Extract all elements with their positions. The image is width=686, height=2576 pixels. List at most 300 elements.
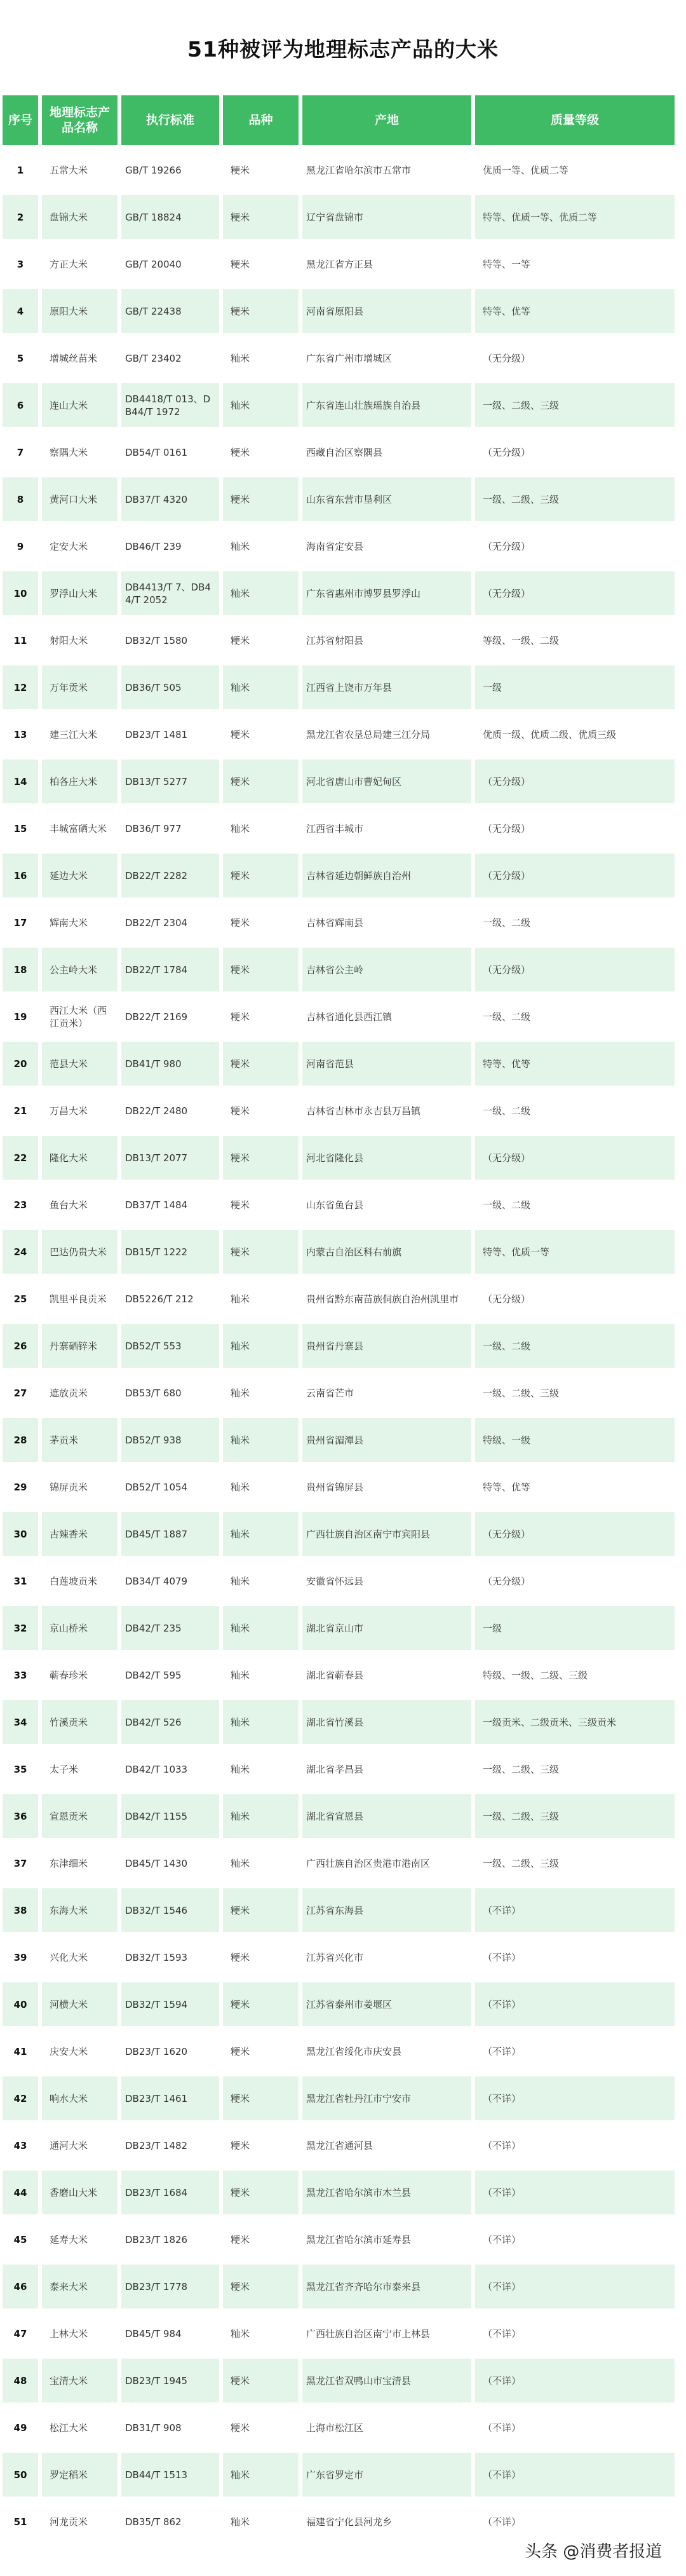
cell-standard: DB53/T 680 bbox=[118, 1371, 219, 1415]
cell-origin: 黑龙江省齐齐哈尔市泰来县 bbox=[299, 2265, 471, 2308]
cell-standard: GB/T 19266 bbox=[118, 148, 219, 192]
cell-grade: （不详） bbox=[471, 2359, 675, 2402]
cell-origin: 湖北省京山市 bbox=[299, 1606, 471, 1650]
cell-no: 25 bbox=[3, 1277, 38, 1321]
table-row bbox=[3, 1888, 675, 1932]
cell-standard: DB42/T 235 bbox=[118, 1606, 219, 1650]
cell-grade: 特等、优质一等 bbox=[471, 1230, 675, 1274]
cell-grade: 一级、二级 bbox=[471, 1324, 675, 1368]
cell-standard: DB32/T 1593 bbox=[118, 1935, 219, 1979]
cell-type: 粳米 bbox=[219, 195, 299, 239]
cell-type: 粳米 bbox=[219, 2123, 299, 2167]
cell-standard: DB23/T 1684 bbox=[118, 2171, 219, 2214]
cell-standard: DB32/T 1546 bbox=[118, 1888, 219, 1932]
cell-no: 30 bbox=[3, 1512, 38, 1556]
table-row bbox=[3, 1512, 675, 1556]
cell-origin: 辽宁省盘锦市 bbox=[299, 195, 471, 239]
cell-no: 2 bbox=[3, 195, 38, 239]
table-row bbox=[3, 289, 675, 333]
cell-no: 46 bbox=[3, 2265, 38, 2308]
cell-type: 籼米 bbox=[219, 1465, 299, 1509]
table-row bbox=[3, 336, 675, 380]
cell-origin: 黑龙江省农垦总局建三江分局 bbox=[299, 712, 471, 756]
cell-type: 籼米 bbox=[219, 1700, 299, 1744]
cell-grade: （无分级） bbox=[471, 524, 675, 568]
cell-no: 35 bbox=[3, 1747, 38, 1791]
cell-standard: DB32/T 1594 bbox=[118, 1982, 219, 2026]
cell-name: 定安大米 bbox=[38, 524, 118, 568]
cell-origin: 江西省上饶市万年县 bbox=[299, 665, 471, 709]
cell-grade: 一级、二级 bbox=[471, 1089, 675, 1133]
cell-no: 27 bbox=[3, 1371, 38, 1415]
cell-name: 延寿大米 bbox=[38, 2218, 118, 2261]
cell-type: 籼米 bbox=[219, 1371, 299, 1415]
cell-standard: DB42/T 526 bbox=[118, 1700, 219, 1744]
cell-grade: 优质一等、优质二等 bbox=[471, 148, 675, 192]
cell-name: 兴化大米 bbox=[38, 1935, 118, 1979]
cell-no: 32 bbox=[3, 1606, 38, 1650]
cell-origin: 上海市松江区 bbox=[299, 2406, 471, 2450]
cell-standard: DB23/T 1826 bbox=[118, 2218, 219, 2261]
cell-name: 松江大米 bbox=[38, 2406, 118, 2450]
cell-type: 籼米 bbox=[219, 524, 299, 568]
cell-grade: （不详） bbox=[471, 2312, 675, 2355]
cell-no: 18 bbox=[3, 948, 38, 992]
cell-name: 罗浮山大米 bbox=[38, 571, 118, 615]
table-row bbox=[3, 1230, 675, 1274]
cell-grade: 特等、一等 bbox=[471, 242, 675, 286]
cell-name: 白莲坡贡米 bbox=[38, 1559, 118, 1603]
cell-name: 古辣香米 bbox=[38, 1512, 118, 1556]
table-row bbox=[3, 2029, 675, 2073]
cell-origin: 黑龙江省方正县 bbox=[299, 242, 471, 286]
cell-origin: 内蒙古自治区科右前旗 bbox=[299, 1230, 471, 1274]
cell-origin: 黑龙江省绥化市庆安县 bbox=[299, 2029, 471, 2073]
cell-origin: 安徽省怀远县 bbox=[299, 1559, 471, 1603]
cell-origin: 广东省广州市增城区 bbox=[299, 336, 471, 380]
cell-origin: 山东省鱼台县 bbox=[299, 1183, 471, 1227]
cell-type: 粳米 bbox=[219, 1982, 299, 2026]
cell-standard: DB36/T 977 bbox=[118, 807, 219, 850]
cell-grade: （无分级） bbox=[471, 430, 675, 474]
cell-grade: 一级贡米、二级贡米、三级贡米 bbox=[471, 1700, 675, 1744]
cell-name: 五常大米 bbox=[38, 148, 118, 192]
cell-origin: 西藏自治区察隅县 bbox=[299, 430, 471, 474]
cell-grade: 特级、一级 bbox=[471, 1418, 675, 1462]
cell-standard: DB37/T 4320 bbox=[118, 477, 219, 521]
cell-type: 籼米 bbox=[219, 1747, 299, 1791]
cell-name: 盘锦大米 bbox=[38, 195, 118, 239]
cell-grade: （无分级） bbox=[471, 807, 675, 850]
cell-standard: DB23/T 1461 bbox=[118, 2076, 219, 2120]
header-standard: 执行标准 bbox=[118, 95, 219, 145]
cell-standard: DB23/T 1945 bbox=[118, 2359, 219, 2402]
cell-grade: （不详） bbox=[471, 2265, 675, 2308]
cell-no: 14 bbox=[3, 760, 38, 803]
table-row bbox=[3, 1982, 675, 2026]
cell-standard: DB37/T 1484 bbox=[118, 1183, 219, 1227]
cell-type: 粳米 bbox=[219, 2359, 299, 2402]
cell-no: 10 bbox=[3, 571, 38, 615]
cell-type: 粳米 bbox=[219, 2029, 299, 2073]
cell-no: 11 bbox=[3, 618, 38, 662]
cell-no: 40 bbox=[3, 1982, 38, 2026]
table-row bbox=[3, 1042, 675, 1086]
cell-no: 48 bbox=[3, 2359, 38, 2402]
cell-type: 粳米 bbox=[219, 1042, 299, 1086]
table-row bbox=[3, 2265, 675, 2308]
cell-type: 籼米 bbox=[219, 383, 299, 427]
cell-name: 东海大米 bbox=[38, 1888, 118, 1932]
cell-no: 51 bbox=[3, 2500, 38, 2544]
cell-name: 公主岭大米 bbox=[38, 948, 118, 992]
cell-name: 蕲春珍米 bbox=[38, 1653, 118, 1697]
cell-type: 籼米 bbox=[219, 1324, 299, 1368]
cell-type: 籼米 bbox=[219, 1559, 299, 1603]
cell-type: 粳米 bbox=[219, 2171, 299, 2214]
cell-standard: DB4413/T 7、DB44/T 2052 bbox=[118, 571, 219, 615]
cell-type: 粳米 bbox=[219, 148, 299, 192]
cell-no: 28 bbox=[3, 1418, 38, 1462]
cell-grade: （无分级） bbox=[471, 571, 675, 615]
cell-no: 15 bbox=[3, 807, 38, 850]
cell-origin: 江苏省泰州市姜堰区 bbox=[299, 1982, 471, 2026]
table-row bbox=[3, 948, 675, 992]
table-row bbox=[3, 477, 675, 521]
cell-name: 泰来大米 bbox=[38, 2265, 118, 2308]
cell-no: 44 bbox=[3, 2171, 38, 2214]
cell-origin: 广西壮族自治区南宁市宾阳县 bbox=[299, 1512, 471, 1556]
cell-standard: DB45/T 1430 bbox=[118, 1841, 219, 1885]
cell-type: 粳米 bbox=[219, 1935, 299, 1979]
cell-name: 原阳大米 bbox=[38, 289, 118, 333]
cell-name: 鱼台大米 bbox=[38, 1183, 118, 1227]
cell-standard: DB22/T 2169 bbox=[118, 995, 219, 1039]
table-row bbox=[3, 1559, 675, 1603]
cell-grade: （不详） bbox=[471, 2453, 675, 2497]
cell-type: 籼米 bbox=[219, 1606, 299, 1650]
cell-name: 隆化大米 bbox=[38, 1136, 118, 1180]
cell-origin: 江西省丰城市 bbox=[299, 807, 471, 850]
table-row bbox=[3, 760, 675, 803]
cell-grade: （不详） bbox=[471, 2029, 675, 2073]
cell-no: 34 bbox=[3, 1700, 38, 1744]
cell-standard: DB42/T 1155 bbox=[118, 1794, 219, 1838]
cell-name: 太子米 bbox=[38, 1747, 118, 1791]
table-row bbox=[3, 430, 675, 474]
table-row bbox=[3, 1183, 675, 1227]
cell-standard: DB32/T 1580 bbox=[118, 618, 219, 662]
table-row bbox=[3, 807, 675, 850]
cell-no: 7 bbox=[3, 430, 38, 474]
cell-origin: 河北省唐山市曹妃甸区 bbox=[299, 760, 471, 803]
cell-type: 籼米 bbox=[219, 2500, 299, 2544]
cell-origin: 湖北省竹溪县 bbox=[299, 1700, 471, 1744]
cell-standard: DB52/T 1054 bbox=[118, 1465, 219, 1509]
cell-name: 通河大米 bbox=[38, 2123, 118, 2167]
cell-grade: 特等、优等 bbox=[471, 1465, 675, 1509]
cell-no: 36 bbox=[3, 1794, 38, 1838]
cell-name: 万昌大米 bbox=[38, 1089, 118, 1133]
cell-no: 45 bbox=[3, 2218, 38, 2261]
table-row bbox=[3, 1136, 675, 1180]
cell-no: 23 bbox=[3, 1183, 38, 1227]
cell-no: 22 bbox=[3, 1136, 38, 1180]
header-no: 序号 bbox=[3, 95, 38, 145]
cell-type: 籼米 bbox=[219, 1841, 299, 1885]
table-row bbox=[3, 2453, 675, 2497]
cell-grade: （无分级） bbox=[471, 760, 675, 803]
cell-grade: 一级、二级、三级 bbox=[471, 1747, 675, 1791]
cell-type: 籼米 bbox=[219, 665, 299, 709]
cell-no: 5 bbox=[3, 336, 38, 380]
cell-name: 竹溪贡米 bbox=[38, 1700, 118, 1744]
cell-no: 1 bbox=[3, 148, 38, 192]
cell-type: 粳米 bbox=[219, 760, 299, 803]
cell-origin: 吉林省公主岭 bbox=[299, 948, 471, 992]
cell-no: 13 bbox=[3, 712, 38, 756]
cell-no: 41 bbox=[3, 2029, 38, 2073]
cell-no: 6 bbox=[3, 383, 38, 427]
cell-origin: 广西壮族自治区南宁市上林县 bbox=[299, 2312, 471, 2355]
cell-no: 24 bbox=[3, 1230, 38, 1274]
cell-standard: DB13/T 2077 bbox=[118, 1136, 219, 1180]
cell-origin: 贵州省锦屏县 bbox=[299, 1465, 471, 1509]
cell-type: 粳米 bbox=[219, 242, 299, 286]
table-row bbox=[3, 1700, 675, 1744]
cell-grade: 一级 bbox=[471, 665, 675, 709]
cell-standard: DB15/T 1222 bbox=[118, 1230, 219, 1274]
header-origin: 产地 bbox=[299, 95, 471, 145]
cell-grade: 优质一级、优质二级、优质三级 bbox=[471, 712, 675, 756]
cell-type: 粳米 bbox=[219, 948, 299, 992]
cell-standard: DB42/T 1033 bbox=[118, 1747, 219, 1791]
cell-grade: （不详） bbox=[471, 1982, 675, 2026]
cell-type: 籼米 bbox=[219, 807, 299, 850]
cell-grade: （不详） bbox=[471, 2076, 675, 2120]
cell-grade: （不详） bbox=[471, 2406, 675, 2450]
cell-type: 粳米 bbox=[219, 995, 299, 1039]
cell-grade: 特等、优等 bbox=[471, 289, 675, 333]
table-header-row bbox=[3, 95, 675, 145]
cell-name: 增城丝苗米 bbox=[38, 336, 118, 380]
cell-origin: 海南省定安县 bbox=[299, 524, 471, 568]
cell-no: 26 bbox=[3, 1324, 38, 1368]
cell-name: 巴达仍贵大米 bbox=[38, 1230, 118, 1274]
cell-origin: 黑龙江省哈尔滨市延寿县 bbox=[299, 2218, 471, 2261]
cell-type: 籼米 bbox=[219, 2312, 299, 2355]
cell-origin: 黑龙江省通河县 bbox=[299, 2123, 471, 2167]
cell-no: 12 bbox=[3, 665, 38, 709]
cell-name: 锦屏贡米 bbox=[38, 1465, 118, 1509]
cell-origin: 湖北省孝昌县 bbox=[299, 1747, 471, 1791]
cell-standard: DB23/T 1620 bbox=[118, 2029, 219, 2073]
cell-grade: 一级、二级、三级 bbox=[471, 1794, 675, 1838]
cell-name: 香磨山大米 bbox=[38, 2171, 118, 2214]
cell-no: 19 bbox=[3, 995, 38, 1039]
cell-name: 上林大米 bbox=[38, 2312, 118, 2355]
cell-name: 丰城富硒大米 bbox=[38, 807, 118, 850]
cell-origin: 广西壮族自治区贵港市港南区 bbox=[299, 1841, 471, 1885]
cell-no: 39 bbox=[3, 1935, 38, 1979]
cell-type: 粳米 bbox=[219, 712, 299, 756]
rice-table bbox=[3, 92, 675, 2547]
table-row bbox=[3, 712, 675, 756]
cell-name: 东津细米 bbox=[38, 1841, 118, 1885]
cell-origin: 吉林省延边朝鲜族自治州 bbox=[299, 854, 471, 897]
watermark-text: 头条 @消费者报道 bbox=[521, 2537, 666, 2563]
cell-grade: 一级、二级 bbox=[471, 901, 675, 944]
cell-type: 粳米 bbox=[219, 1136, 299, 1180]
cell-no: 31 bbox=[3, 1559, 38, 1603]
cell-grade: 一级、二级 bbox=[471, 1183, 675, 1227]
cell-name: 响水大米 bbox=[38, 2076, 118, 2120]
cell-grade: 一级、二级、三级 bbox=[471, 477, 675, 521]
table-row bbox=[3, 2312, 675, 2355]
cell-name: 宣恩贡米 bbox=[38, 1794, 118, 1838]
cell-standard: DB46/T 239 bbox=[118, 524, 219, 568]
cell-type: 籼米 bbox=[219, 1653, 299, 1697]
table-row bbox=[3, 2171, 675, 2214]
cell-type: 籼米 bbox=[219, 1418, 299, 1462]
cell-grade: （无分级） bbox=[471, 1512, 675, 1556]
cell-type: 粳米 bbox=[219, 854, 299, 897]
cell-standard: GB/T 23402 bbox=[118, 336, 219, 380]
table-row bbox=[3, 1747, 675, 1791]
cell-standard: DB31/T 908 bbox=[118, 2406, 219, 2450]
table-row bbox=[3, 1465, 675, 1509]
cell-standard: DB52/T 553 bbox=[118, 1324, 219, 1368]
cell-type: 粳米 bbox=[219, 1183, 299, 1227]
cell-no: 16 bbox=[3, 854, 38, 897]
page-title: 51种被评为地理标志产品的大米 bbox=[187, 36, 499, 62]
cell-origin: 吉林省通化县西江镇 bbox=[299, 995, 471, 1039]
cell-origin: 黑龙江省哈尔滨市木兰县 bbox=[299, 2171, 471, 2214]
cell-type: 粳米 bbox=[219, 1888, 299, 1932]
cell-name: 遮放贡米 bbox=[38, 1371, 118, 1415]
table-row bbox=[3, 1653, 675, 1697]
cell-standard: DB54/T 0161 bbox=[118, 430, 219, 474]
cell-no: 8 bbox=[3, 477, 38, 521]
table-row bbox=[3, 2218, 675, 2261]
cell-type: 粳米 bbox=[219, 2406, 299, 2450]
cell-no: 50 bbox=[3, 2453, 38, 2497]
cell-type: 籼米 bbox=[219, 336, 299, 380]
cell-name: 罗定稻米 bbox=[38, 2453, 118, 2497]
cell-origin: 吉林省辉南县 bbox=[299, 901, 471, 944]
table-row bbox=[3, 1324, 675, 1368]
cell-name: 丹寨硒锌米 bbox=[38, 1324, 118, 1368]
table-row bbox=[3, 1277, 675, 1321]
cell-grade: 特等、优质一等、优质二等 bbox=[471, 195, 675, 239]
cell-no: 21 bbox=[3, 1089, 38, 1133]
table-row bbox=[3, 1418, 675, 1462]
table-row bbox=[3, 1371, 675, 1415]
cell-standard: DB22/T 2480 bbox=[118, 1089, 219, 1133]
cell-standard: DB23/T 1482 bbox=[118, 2123, 219, 2167]
table-row bbox=[3, 571, 675, 615]
table-row bbox=[3, 195, 675, 239]
cell-origin: 河南省原阳县 bbox=[299, 289, 471, 333]
cell-standard: DB4418/T 013、DB44/T 1972 bbox=[118, 383, 219, 427]
cell-standard: DB42/T 595 bbox=[118, 1653, 219, 1697]
cell-standard: DB13/T 5277 bbox=[118, 760, 219, 803]
cell-origin: 贵州省湄潭县 bbox=[299, 1418, 471, 1462]
cell-grade: （无分级） bbox=[471, 336, 675, 380]
cell-name: 凯里平良贡米 bbox=[38, 1277, 118, 1321]
cell-origin: 河南省范县 bbox=[299, 1042, 471, 1086]
table-row bbox=[3, 1794, 675, 1838]
table-row bbox=[3, 854, 675, 897]
cell-type: 粳米 bbox=[219, 901, 299, 944]
table-row bbox=[3, 2076, 675, 2120]
cell-name: 建三江大米 bbox=[38, 712, 118, 756]
cell-name: 黄河口大米 bbox=[38, 477, 118, 521]
cell-name: 庆安大米 bbox=[38, 2029, 118, 2073]
cell-type: 粳米 bbox=[219, 2218, 299, 2261]
table-row bbox=[3, 1089, 675, 1133]
cell-no: 49 bbox=[3, 2406, 38, 2450]
cell-type: 籼米 bbox=[219, 1512, 299, 1556]
cell-standard: DB23/T 1481 bbox=[118, 712, 219, 756]
cell-name: 方正大米 bbox=[38, 242, 118, 286]
cell-grade: （无分级） bbox=[471, 854, 675, 897]
cell-standard: DB52/T 938 bbox=[118, 1418, 219, 1462]
cell-grade: （无分级） bbox=[471, 1277, 675, 1321]
cell-no: 17 bbox=[3, 901, 38, 944]
table-body bbox=[3, 148, 675, 2544]
cell-grade: （不详） bbox=[471, 1935, 675, 1979]
cell-name: 延边大米 bbox=[38, 854, 118, 897]
cell-type: 籼米 bbox=[219, 1277, 299, 1321]
cell-name: 范县大米 bbox=[38, 1042, 118, 1086]
cell-type: 粳米 bbox=[219, 2265, 299, 2308]
cell-grade: （不详） bbox=[471, 2123, 675, 2167]
cell-name: 射阳大米 bbox=[38, 618, 118, 662]
cell-name: 柏各庄大米 bbox=[38, 760, 118, 803]
header-type: 品种 bbox=[219, 95, 299, 145]
cell-no: 37 bbox=[3, 1841, 38, 1885]
cell-type: 粳米 bbox=[219, 430, 299, 474]
table-row bbox=[3, 2123, 675, 2167]
table-row bbox=[3, 1935, 675, 1979]
cell-grade: （不详） bbox=[471, 2171, 675, 2214]
cell-origin: 贵州省黔东南苗族侗族自治州凯里市 bbox=[299, 1277, 471, 1321]
table-row bbox=[3, 1606, 675, 1650]
cell-origin: 贵州省丹寨县 bbox=[299, 1324, 471, 1368]
header-name: 地理标志产品名称 bbox=[38, 95, 118, 145]
cell-origin: 湖北省宣恩县 bbox=[299, 1794, 471, 1838]
cell-standard: GB/T 22438 bbox=[118, 289, 219, 333]
cell-origin: 云南省芒市 bbox=[299, 1371, 471, 1415]
table-row bbox=[3, 995, 675, 1039]
cell-type: 粳米 bbox=[219, 1230, 299, 1274]
cell-grade: 一级、二级、三级 bbox=[471, 383, 675, 427]
cell-name: 茅贡米 bbox=[38, 1418, 118, 1462]
cell-no: 9 bbox=[3, 524, 38, 568]
cell-grade: （不详） bbox=[471, 2500, 675, 2544]
cell-no: 33 bbox=[3, 1653, 38, 1697]
table-row bbox=[3, 524, 675, 568]
cell-origin: 广东省罗定市 bbox=[299, 2453, 471, 2497]
table-row bbox=[3, 1841, 675, 1885]
cell-no: 3 bbox=[3, 242, 38, 286]
cell-type: 籼米 bbox=[219, 571, 299, 615]
cell-grade: （无分级） bbox=[471, 1136, 675, 1180]
cell-no: 47 bbox=[3, 2312, 38, 2355]
cell-name: 河龙贡米 bbox=[38, 2500, 118, 2544]
cell-no: 42 bbox=[3, 2076, 38, 2120]
